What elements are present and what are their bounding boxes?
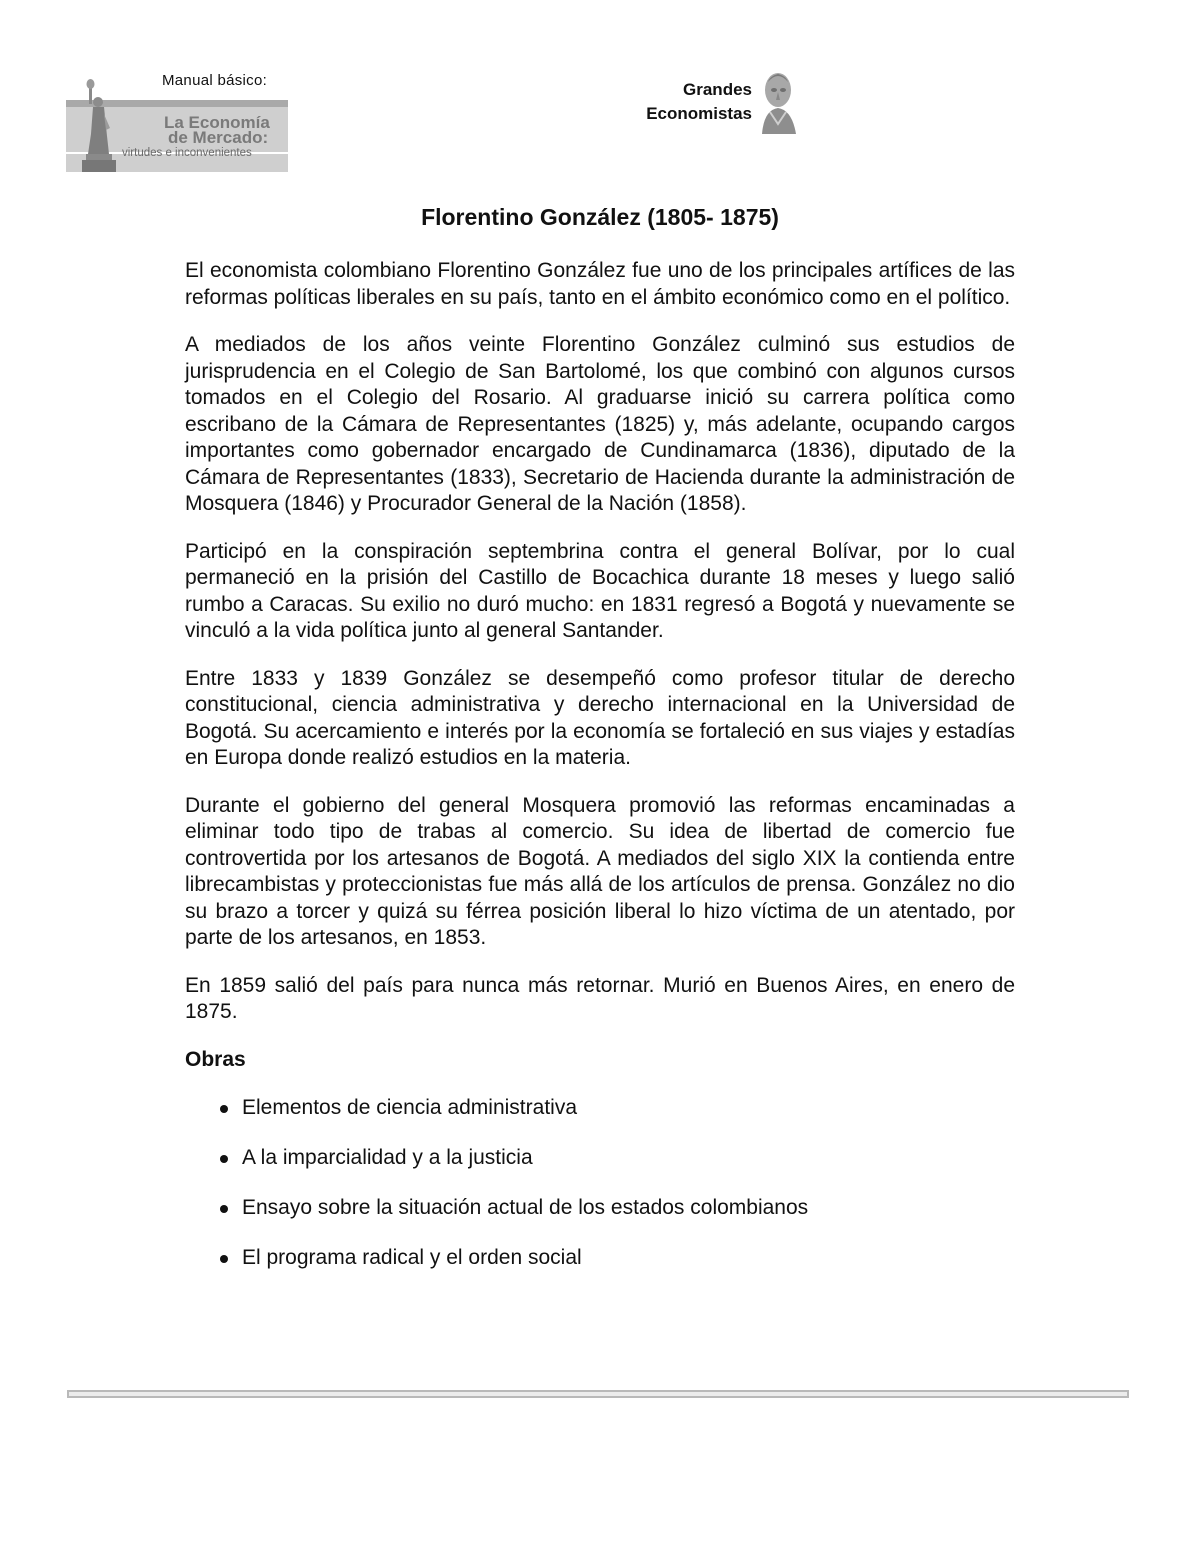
- list-item: [185, 1195, 1015, 1245]
- works-list: [185, 1095, 1015, 1295]
- logo-subtitle: virtudes e inconvenientes: [122, 147, 252, 159]
- list-item: [185, 1245, 1015, 1295]
- logo-title-line2: de Mercado:: [168, 128, 269, 147]
- work-title: A la imparcialidad y a la justicia: [242, 1146, 533, 1169]
- bullet-icon: [220, 1255, 228, 1263]
- statue-of-liberty-icon: [76, 76, 122, 172]
- paragraph-education: A mediados de los años veinte Florentino González culminó sus estudios de jurisprudencia en el Colegio de San Bartolomé, los que combinó con algunos cursos tomados en el Colegio del Rosario. Al graduarse inició su carrera política como escribano de la Cámara de Representantes (1825) y, más adelante, ocupando cargos importantes como gobernador encargado de Cundinamarca (1836), diputado de la Cámara de Representantes (1833), Secretario de Hacienda durante la administración de Mosquera (1846) y Procurador General de la Nación (1858).: [185, 333, 1015, 515]
- list-item: [185, 1145, 1015, 1195]
- bullet-icon: [220, 1105, 228, 1113]
- paragraph-reforms: Durante el gobierno del general Mosquera promovió las reformas encaminadas a eliminar todo tipo de trabas al comercio. Su idea de libertad de comercio fue controvertida por los artesanos de Bogotá. A mediados del siglo XIX la contienda entre librecambistas y proteccionistas fue más allá de los artículos de prensa. González no dio su brazo a torcer y quizá su férrea posición liberal lo hizo víctima de un atentado, por parte de los artesanos, en 1853.: [185, 793, 1015, 949]
- paragraph-intro: El economista colombiano Florentino González fue uno de los principales artífices de las reformas políticas liberales en su país, tanto en el ámbito económico como en el político.: [185, 259, 1015, 309]
- grandes-economistas-logo: [628, 66, 808, 136]
- logo-economistas: Economistas: [646, 104, 752, 123]
- work-title: Ensayo sobre la situación actual de los estados colombianos: [242, 1196, 809, 1219]
- bullet-icon: [220, 1205, 228, 1213]
- footer-divider: [67, 1390, 1129, 1398]
- paragraph-conspiracy: Participó en la conspiración septembrina contra el general Bolívar, por lo cual permaneció en la prisión del Castillo de Bocachica durante 18 meses y luego salió rumbo a Caracas. Su exilio no duró mucho: en 1831 regresó a Bogotá y nuevamente se vinculó a la vida política junto al general Santander.: [185, 539, 1015, 642]
- logo-grandes: Grandes: [683, 80, 752, 99]
- bullet-icon: [220, 1155, 228, 1163]
- works-heading: Obras: [185, 1047, 246, 1071]
- manual-logo: [66, 70, 288, 172]
- article-body: [185, 258, 1015, 1295]
- economist-bust-icon: [756, 68, 800, 134]
- paragraph-teaching: Entre 1833 y 1839 González se desempeñó como profesor titular de derecho constitucional, ciencia administrativa y derecho internacional en la Universidad de Bogotá. Su acercamiento e interés por la economía se fortaleció en sus viajes y estadías en Europa donde realizó estudios en la materia.: [185, 666, 1015, 769]
- page-title: Florentino González (1805- 1875): [421, 204, 779, 230]
- paragraph-exile: En 1859 salió del país para nunca más retornar. Murió en Buenos Aires, en enero de 1875.: [185, 973, 1015, 1023]
- work-title: Elementos de ciencia administrativa: [242, 1096, 577, 1119]
- list-item: [185, 1095, 1015, 1145]
- logo-title-line1: La Economía: [164, 113, 270, 132]
- work-title: El programa radical y el orden social: [242, 1246, 582, 1269]
- logo-manual-label: Manual básico:: [162, 72, 268, 89]
